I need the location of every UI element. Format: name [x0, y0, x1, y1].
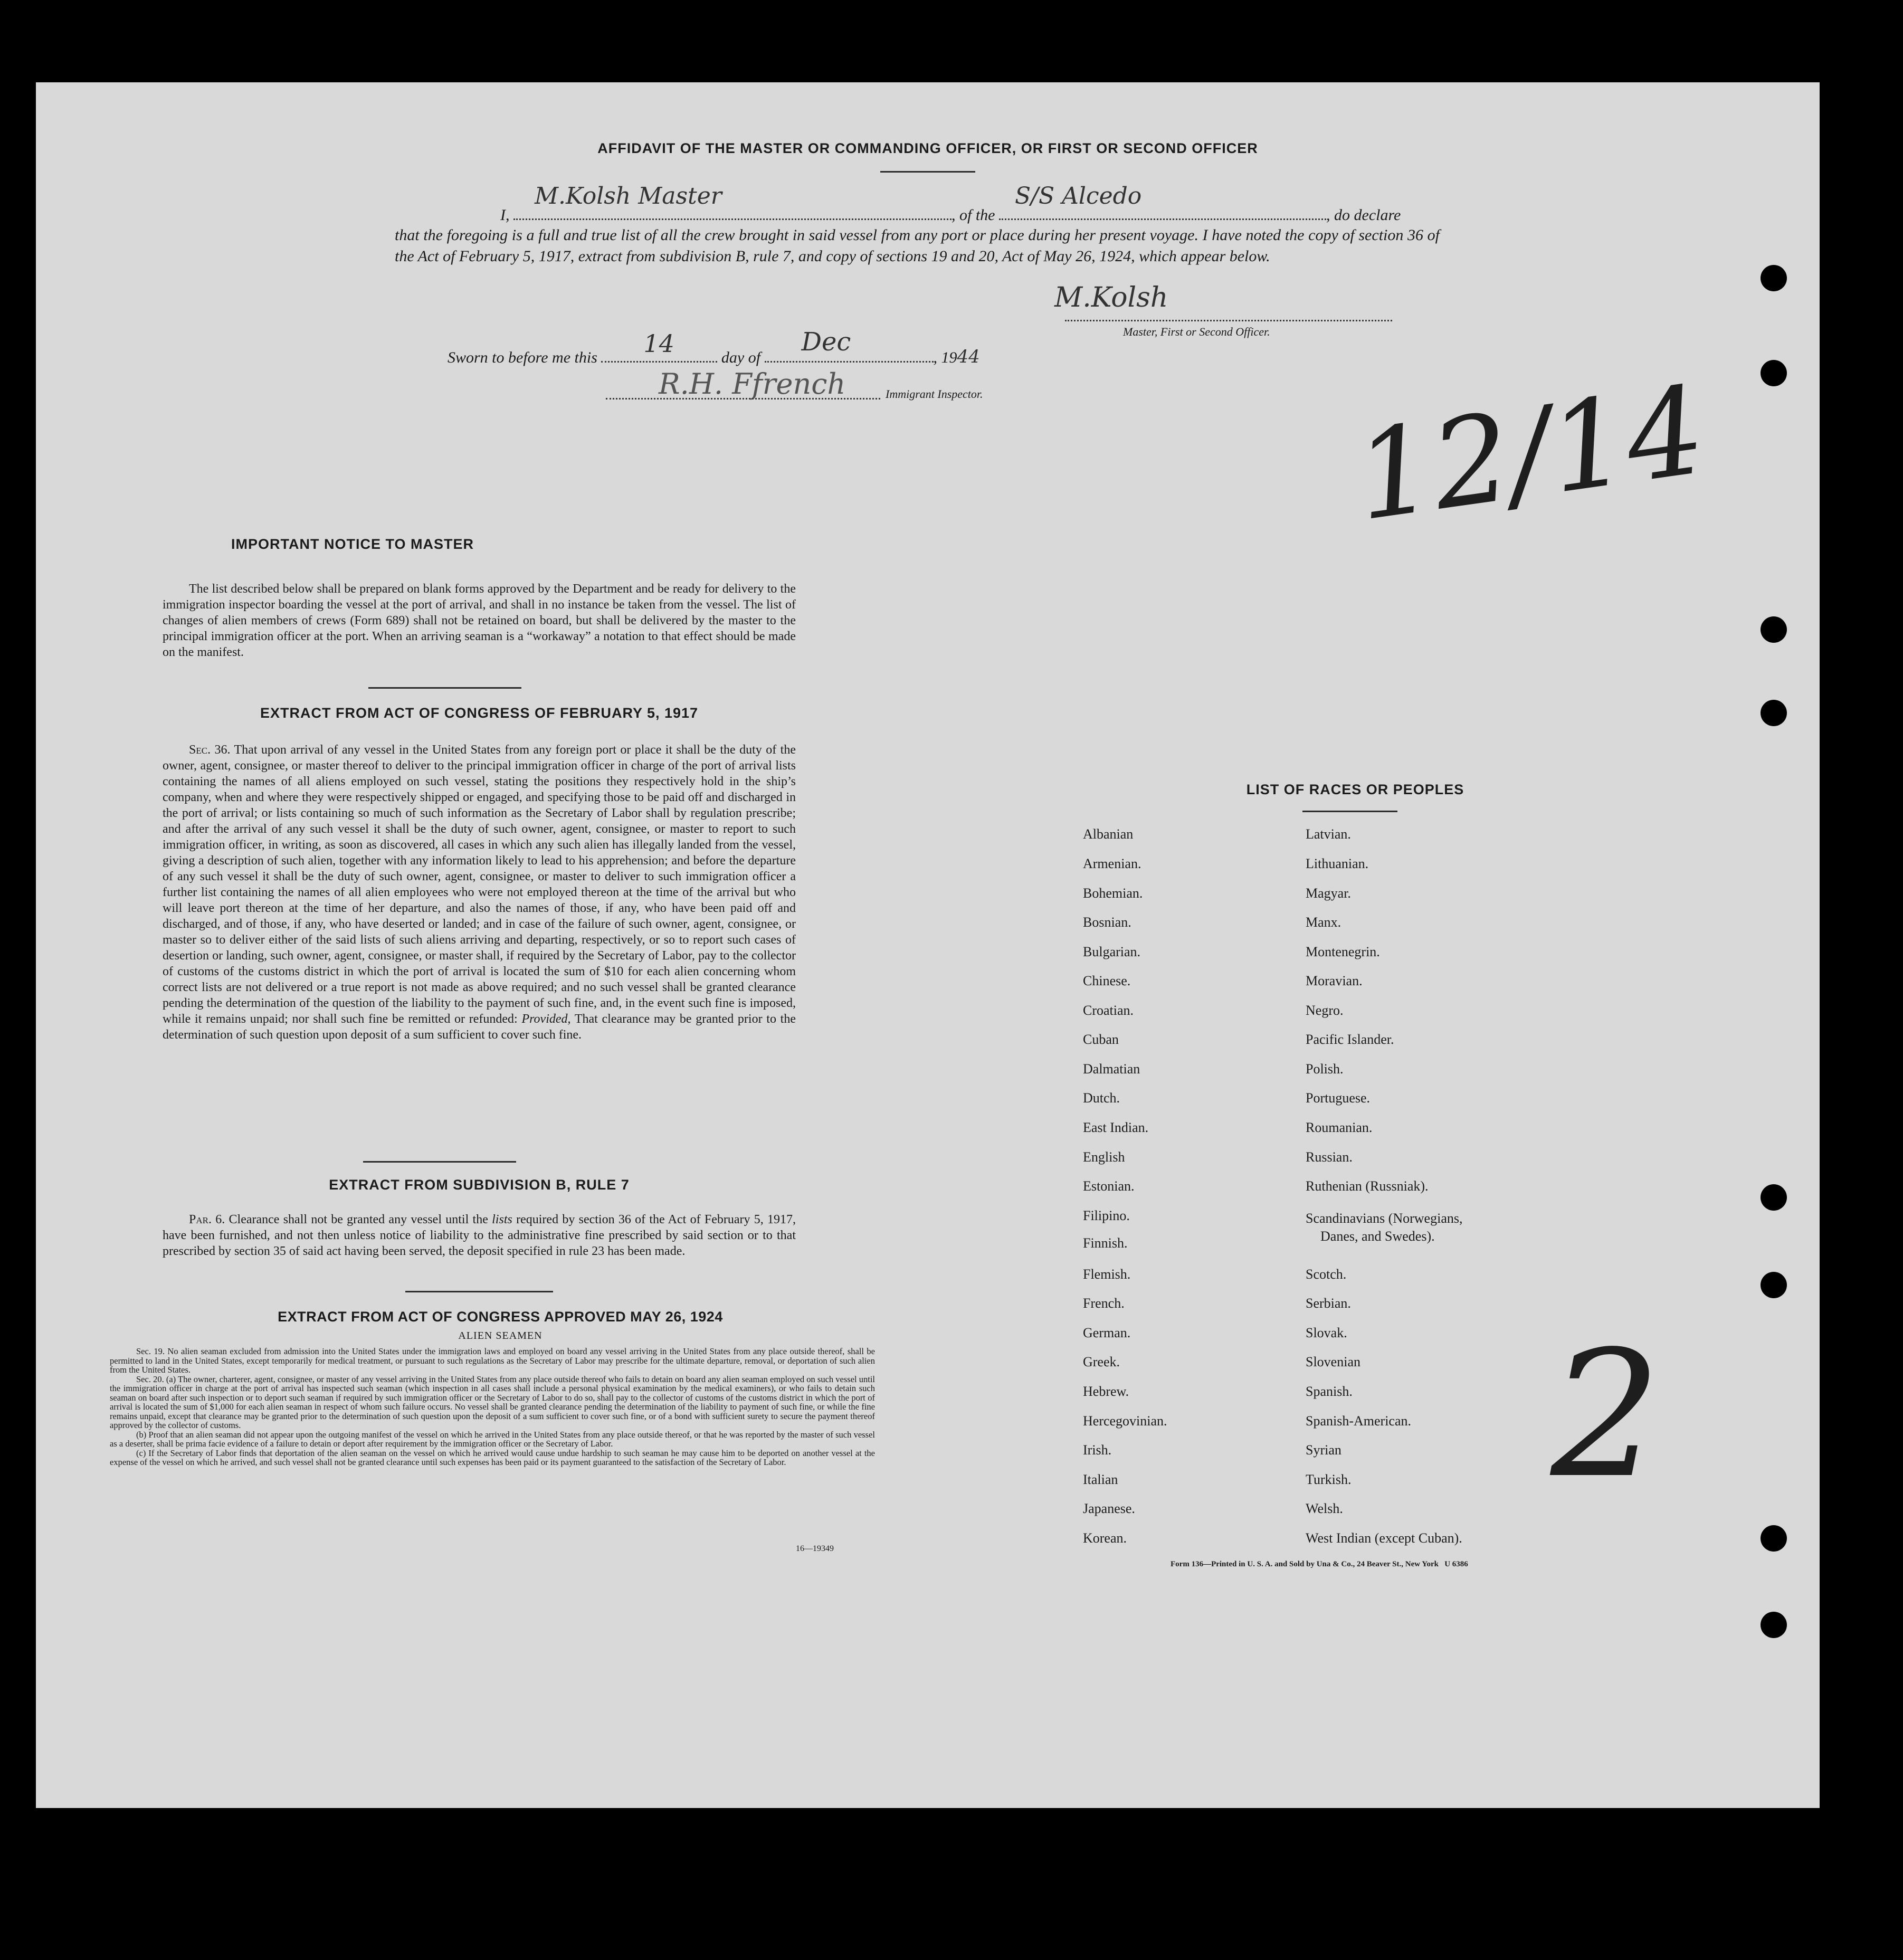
- punch-hole: [1761, 1184, 1787, 1211]
- document-page: [36, 82, 1820, 1808]
- extract-1917-rule: [363, 1161, 516, 1163]
- race-left-17: French.: [1083, 1296, 1125, 1311]
- race-left-8: Cuban: [1083, 1032, 1119, 1047]
- race-left-11: East Indian.: [1083, 1120, 1149, 1135]
- signature-caption: Master, First or Second Officer.: [1123, 325, 1270, 338]
- master-signature: M.Kolsh: [1054, 282, 1168, 313]
- inspector-signature: R.H. Ffrench: [659, 367, 846, 401]
- sworn-prefix: Sworn to before me this: [448, 349, 597, 366]
- race-left-25: Korean.: [1083, 1530, 1127, 1546]
- race-left-20: Hebrew.: [1083, 1384, 1129, 1399]
- title-rule: [880, 171, 975, 173]
- race-left-16: Flemish.: [1083, 1267, 1131, 1282]
- sec-20b-text: (b) Proof that an alien seaman did not appear upon the outgoing manifest of the vessel on which he arrived in the United States from any place outside thereof, or that he was reported by the master of such vessel as a deserter, shall be prima facie evidence of a failure to detain or deport after requirement by the immigration officer or the Secretary of Labor.: [110, 1429, 875, 1449]
- race-right-16: Serbian.: [1306, 1296, 1351, 1311]
- sec-36-body: That upon arrival of any vessel in the United States from any foreign port or place it shall be the duty of the owner, agent, consignee, or master thereof to deliver to the principal immigration officer in charge of the port of arrival lists containing the names of all aliens employed on such vessel, stating the positions they respectively hold in the ship’s company, when and where they were respectively shipped or engaged, and specifying those to be paid off and discharged in the port of arrival; or lists containing so much of such information as the Secretary of Labor shall by regulation prescribe; and after the arrival of any such vessel it shall be the duty of such owner, agent, consignee, or master to report to such immigration officer, in writing, as soon as discovered, all cases in which any such alien has illegally landed from the vessel, giving a description of such alien, together with any information likely to lead to his apprehension; and before the departure of any such vessel it shall be the duty of such owner, agent, consignee, or master to deliver to such immigration officer a further list containing the names of all alien employees who were not employed thereon at the time of the arrival but who will leave port thereon at the time of her departure, and also the names of those, if any, who have been paid off and discharged, and of those, if any, who have deserted or landed; and in case of the failure of such owner, agent, consignee, or master so to deliver either of the said lists of such aliens arriving and departing, respectively, or so to report such cases of desertion or landing, such owner, agent, consignee, or master shall, if required by the Secretary of Labor, pay to the collector of customs of the customs district in which the port of arrival is located the sum of $10 for each alien concerning whom correct lists are not delivered or a true report is not made as above required; and no such vessel shall be granted clearance pending the determination of the question of the liability to the payment of such fine, and, in the event such fine is imposed, while it remains unpaid; nor shall such fine be remitted or refunded:: [163, 743, 796, 1026]
- race-right-14: Scandinavians (Norwegians,: [1306, 1211, 1463, 1226]
- race-left-14: Filipino.: [1083, 1208, 1130, 1223]
- race-left-3: Bohemian.: [1083, 886, 1143, 901]
- race-right-17: Slovak.: [1306, 1325, 1347, 1340]
- race-left-13: Estonian.: [1083, 1178, 1135, 1194]
- sworn-month-handwritten: Dec: [801, 327, 851, 357]
- vessel-field: [999, 183, 1326, 220]
- race-right-14b: Danes, and Swedes).: [1320, 1229, 1435, 1244]
- race-left-5: Bulgarian.: [1083, 944, 1141, 959]
- handwritten-page-number: 2: [1550, 1314, 1661, 1516]
- sec-36-label: Sec. 36.: [189, 743, 231, 757]
- rule7-text-a: Clearance shall not be granted any vessel until the: [229, 1213, 488, 1226]
- race-right-10: Portuguese.: [1306, 1090, 1371, 1106]
- race-right-24: West Indian (except Cuban).: [1306, 1530, 1462, 1546]
- year-handwritten: 44: [957, 346, 980, 367]
- race-right-23: Welsh.: [1306, 1501, 1343, 1516]
- race-left-23: Italian: [1083, 1472, 1118, 1487]
- rule7-text: [163, 1212, 796, 1259]
- sworn-line: [448, 327, 980, 367]
- day-of-label: day of: [721, 349, 761, 366]
- sworn-month-field: [765, 327, 934, 363]
- race-right-12: Russian.: [1306, 1149, 1353, 1165]
- year-prefix: , 19: [933, 349, 957, 366]
- race-right-7: Negro.: [1306, 1003, 1344, 1018]
- race-right-4: Manx.: [1306, 915, 1341, 930]
- important-notice-text: The list described below shall be prepared on blank forms approved by the Department and be ready for delivery to the immigration inspector boarding the vessel at the port of arrival, and shall in no instance be taken from the vessel. The list of changes of alien members of crews (Form 689) shall not be retained on board, but shall be delivered by the master to the principal immigration officer at the port. When an arriving seaman is a “workaway” a notation to that effect should be made on the manifest.: [163, 582, 796, 659]
- notice-rule: [368, 687, 521, 689]
- punch-hole: [1761, 1272, 1787, 1298]
- extract-1924-heading: EXTRACT FROM ACT OF CONGRESS APPROVED MAY 26, 1924: [278, 1309, 723, 1325]
- race-right-19: Spanish.: [1306, 1384, 1353, 1399]
- sec-20c-text: (c) If the Secretary of Labor finds that deportation of the alien seaman on the vessel on which he arrived would cause undue hardship to such seaman he may cause him to be deported on another vessel at the expense of the vessel on which he arrived, and such vessel shall not be granted clearance until such expenses has been paid or its payment guaranteed to the satisfaction of the Secretary of Labor.: [110, 1448, 875, 1467]
- important-notice-heading: IMPORTANT NOTICE TO MASTER: [231, 536, 474, 552]
- sec-20a-text: Sec. 20. (a) The owner, charterer, agent, consignee, or master of any vessel arriving in the United States from any place outside thereof who fails to detain on board any alien seaman employed on such vessel until the immigration officer in charge at the port of arrival has inspected such seaman (which inspection in all cases shall include a personal physical examination by the medical examiners), or who fails to detain such seaman on board after such inspection or to deport such seaman if required by such immigration officer or the Secretary of Labor to do so, shall pay to the collector of customs of the customs district in which the port of arrival is located the sum of $1,000 for each alien seaman in respect of whom such failure occurs. No vessel shall be granted clearance pending the determination of the liability to payment of such fine, or while the fine remains unpaid, except that clearance may be granted prior to the determination of such question upon the deposit of a sum sufficient to cover such fine, or of a bond with sufficient surety to secure the payment thereof approved by the collector of customs.: [110, 1374, 875, 1430]
- race-left-9: Dalmatian: [1083, 1061, 1140, 1077]
- par-6-label: Par. 6.: [189, 1213, 225, 1226]
- proviso-text: That clearance may be granted prior to the determination of such question upon deposit of a sum sufficient to cover such fine.: [163, 1012, 796, 1042]
- race-left-19: Greek.: [1083, 1354, 1120, 1369]
- races-heading: LIST OF RACES OR PEOPLES: [1246, 782, 1464, 797]
- master-name-field: [513, 183, 952, 220]
- sec-19-text: Sec. 19. No alien seaman excluded from admission into the United States under the immigration laws and employed on board any vessel arriving in the United States from any place outside thereof, shall be permitted to land in the United States, except temporarily for medical treatment, or pursuant to such regulations as the Secretary of Labor may prescribe for the ultimate departure, removal, or deportation of such alien from the United States.: [110, 1346, 875, 1375]
- race-left-2: Armenian.: [1083, 856, 1141, 871]
- inspector-caption: Immigrant Inspector.: [886, 387, 983, 401]
- declaration-line-1: I, M.Kolsh Master , of the S/S Alcedo , do declare: [500, 183, 1401, 224]
- sworn-day-field: [601, 329, 717, 363]
- rule7-rule: [405, 1291, 553, 1292]
- lists-word: lists: [492, 1213, 512, 1226]
- races-rule: [1302, 811, 1397, 812]
- race-right-13: Ruthenian (Russniak).: [1306, 1178, 1429, 1194]
- race-right-2: Lithuanian.: [1306, 856, 1369, 871]
- signature-line: [1065, 320, 1392, 321]
- vessel-handwritten: S/S Alcedo: [1015, 183, 1142, 210]
- master-name-handwritten: M.Kolsh Master: [535, 183, 722, 210]
- race-left-7: Croatian.: [1083, 1003, 1134, 1018]
- alien-seamen-subheading: ALIEN SEAMEN: [458, 1330, 543, 1341]
- race-right-15: Scotch.: [1306, 1267, 1347, 1282]
- race-left-4: Bosnian.: [1083, 915, 1131, 930]
- race-left-6: Chinese.: [1083, 973, 1131, 988]
- rule7-heading: EXTRACT FROM SUBDIVISION B, RULE 7: [329, 1177, 630, 1193]
- form-footer: Form 136—Printed in U. S. A. and Sold by Una & Co., 24 Beaver St., New York U 6386: [1171, 1560, 1468, 1568]
- extract-1917-text: [163, 742, 796, 1043]
- declaration-prefix: I,: [500, 206, 510, 224]
- race-right-11: Roumanian.: [1306, 1120, 1373, 1135]
- race-left-12: English: [1083, 1149, 1125, 1165]
- affidavit-title: AFFIDAVIT OF THE MASTER OR COMMANDING OFFICER, OR FIRST OR SECOND OFFICER: [597, 140, 1258, 156]
- race-right-8: Pacific Islander.: [1306, 1032, 1394, 1047]
- race-right-6: Moravian.: [1306, 973, 1363, 988]
- race-left-21: Hercegovinian.: [1083, 1413, 1167, 1429]
- extract-1917-heading: EXTRACT FROM ACT OF CONGRESS OF FEBRUARY 5, 1917: [260, 705, 699, 721]
- race-left-10: Dutch.: [1083, 1090, 1120, 1106]
- race-right-5: Montenegrin.: [1306, 944, 1380, 959]
- punch-hole: [1761, 616, 1787, 643]
- punch-hole: [1761, 1612, 1787, 1638]
- extract-1924-body: [110, 1347, 875, 1467]
- race-left-18: German.: [1083, 1325, 1131, 1340]
- punch-hole: [1761, 1525, 1787, 1552]
- proviso-word: Provided,: [521, 1012, 571, 1026]
- punch-hole: [1761, 360, 1787, 386]
- race-left-1: Albanian: [1083, 826, 1134, 842]
- declaration-body: that the foregoing is a full and true list of all the crew brought in said vessel from any port or place during her present voyage. I have noted the copy of section 36 of the Act of February 5, 1917, extract from subdivision B, rule 7, and copy of sections 19 and 20, Act of May 26, 1924, which appear below.: [395, 226, 1440, 265]
- race-right-3: Magyar.: [1306, 886, 1351, 901]
- race-right-21: Syrian: [1306, 1442, 1341, 1458]
- punch-hole: [1761, 265, 1787, 291]
- inspector-line: [606, 398, 880, 399]
- handwritten-date-mark: 12/14: [1347, 360, 1714, 548]
- do-declare-label: do declare: [1334, 206, 1401, 224]
- sworn-day-handwritten: 14: [643, 329, 674, 358]
- race-right-9: Polish.: [1306, 1061, 1344, 1077]
- rule7-text-b: required by section 36 of the Act of February 5, 1917, have been furnished, and not then unless notice of liability to the administrative fine prescribed by said section or to that prescribed by section 35 of said act having been served, the deposit specified in rule 23 has been made.: [163, 1213, 796, 1258]
- race-left-24: Japanese.: [1083, 1501, 1135, 1516]
- race-left-15: Finnish.: [1083, 1235, 1128, 1251]
- form-code: 16—19349: [796, 1544, 834, 1553]
- race-left-22: Irish.: [1083, 1442, 1112, 1458]
- punch-hole: [1761, 700, 1787, 726]
- race-right-1: Latvian.: [1306, 826, 1351, 842]
- race-right-20: Spanish-American.: [1306, 1413, 1412, 1429]
- race-right-18: Slovenian: [1306, 1354, 1360, 1369]
- of-the-label: of the: [959, 206, 995, 224]
- race-right-22: Turkish.: [1306, 1472, 1352, 1487]
